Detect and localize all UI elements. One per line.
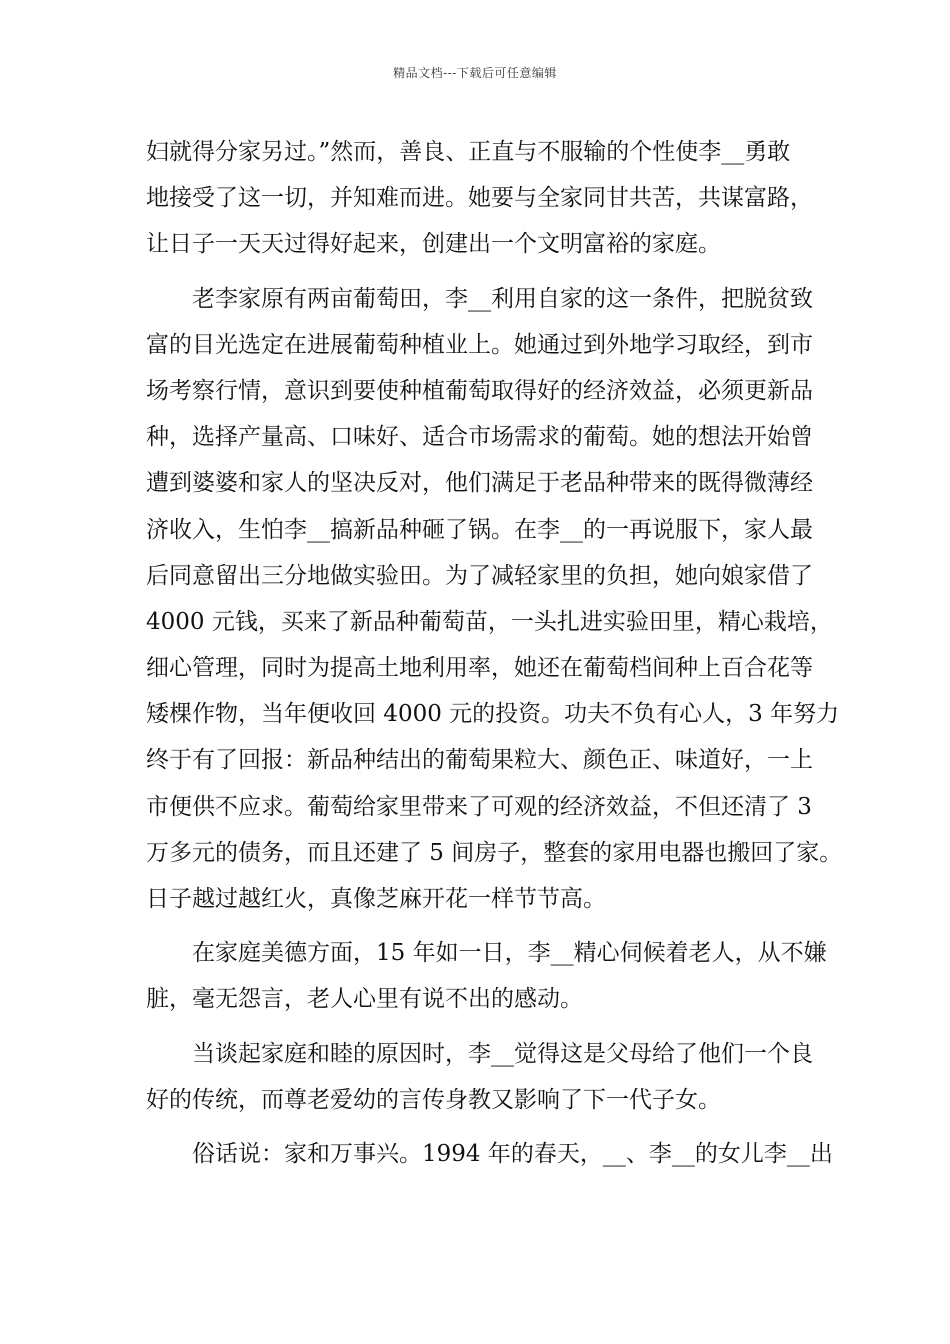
text-line: 地接受了这一切，并知难而进。她要与全家同甘共苦，共谋富路， <box>146 185 813 212</box>
text-line: 细心管理，同时为提高土地利用率，她还在葡萄档间种上百合花等 <box>146 655 813 682</box>
page-header: 精品文档---下载后可任意编辑 <box>393 66 557 80</box>
text-line: 当谈起家庭和睦的原因时，李__觉得这是父母给了他们一个良 <box>192 1040 813 1067</box>
text-line: 万多元的债务，而且还建了 5 间房子，整套的家用电器也搬回了家。 <box>146 839 843 866</box>
text-line: 济收入，生怕李__搞新品种砸了锅。在李__的一再说服下，家人最 <box>146 516 813 543</box>
text-line: 终于有了回报：新品种结出的葡萄果粒大、颜色正、味道好，一上 <box>146 747 813 774</box>
text-line: 市便供不应求。葡萄给家里带来了可观的经济效益，不但还清了 3 <box>146 793 812 820</box>
text-line: 老李家原有两亩葡萄田，李__利用自家的这一条件，把脱贫致 <box>192 285 813 312</box>
paragraph <box>146 129 826 268</box>
text-line: 遭到婆婆和家人的坚决反对，他们满足于老品种带来的既得微薄经 <box>146 470 813 497</box>
text-line: 在家庭美德方面，15 年如一日，李__精心伺候着老人，从不嫌 <box>192 940 827 967</box>
text-line: 4000 元钱，买来了新品种葡萄苗，一头扎进实验田里，精心栽培， <box>146 608 833 635</box>
text-line: 俗话说：家和万事兴。1994 年的春天，__、李__的女儿李__出 <box>192 1140 833 1167</box>
text-line: 脏，毫无怨言，老人心里有说不出的感动。 <box>146 986 583 1013</box>
paragraph <box>146 1031 826 1123</box>
text-line: 让日子一天天过得好起来，创建出一个文明富裕的家庭。 <box>146 231 721 258</box>
text-line: 富的目光选定在进展葡萄种植业上。她通过到外地学习取经，到市 <box>146 331 813 358</box>
paragraph-gap <box>146 1123 826 1131</box>
text-line: 妇就得分家另过。”然而，善良、正直与不服输的个性使李__勇敢 <box>146 139 791 165</box>
paragraph <box>146 276 843 923</box>
paragraph-gap <box>146 268 826 276</box>
paragraph-gap <box>146 922 826 930</box>
paragraph <box>146 930 826 1022</box>
text-line: 好的传统，而尊老爱幼的言传身教又影响了下一代子女。 <box>146 1086 721 1113</box>
text-line: 日子越过越红火，真像芝麻开花一样节节高。 <box>146 886 606 912</box>
paragraph <box>146 1131 833 1177</box>
text-line: 场考察行情，意识到要使种植葡萄取得好的经济效益，必须更新品 <box>146 377 813 404</box>
text-line: 矮棵作物，当年便收回 4000 元的投资。功夫不负有心人，3 年努力 <box>146 701 840 728</box>
text-line: 后同意留出三分地做实验田。为了减轻家里的负担，她向娘家借了 <box>146 562 813 589</box>
paragraph-gap <box>146 1023 826 1031</box>
text-line: 种，选择产量高、口味好、适合市场需求的葡萄。她的想法开始曾 <box>146 424 813 451</box>
body-text <box>146 129 843 1177</box>
